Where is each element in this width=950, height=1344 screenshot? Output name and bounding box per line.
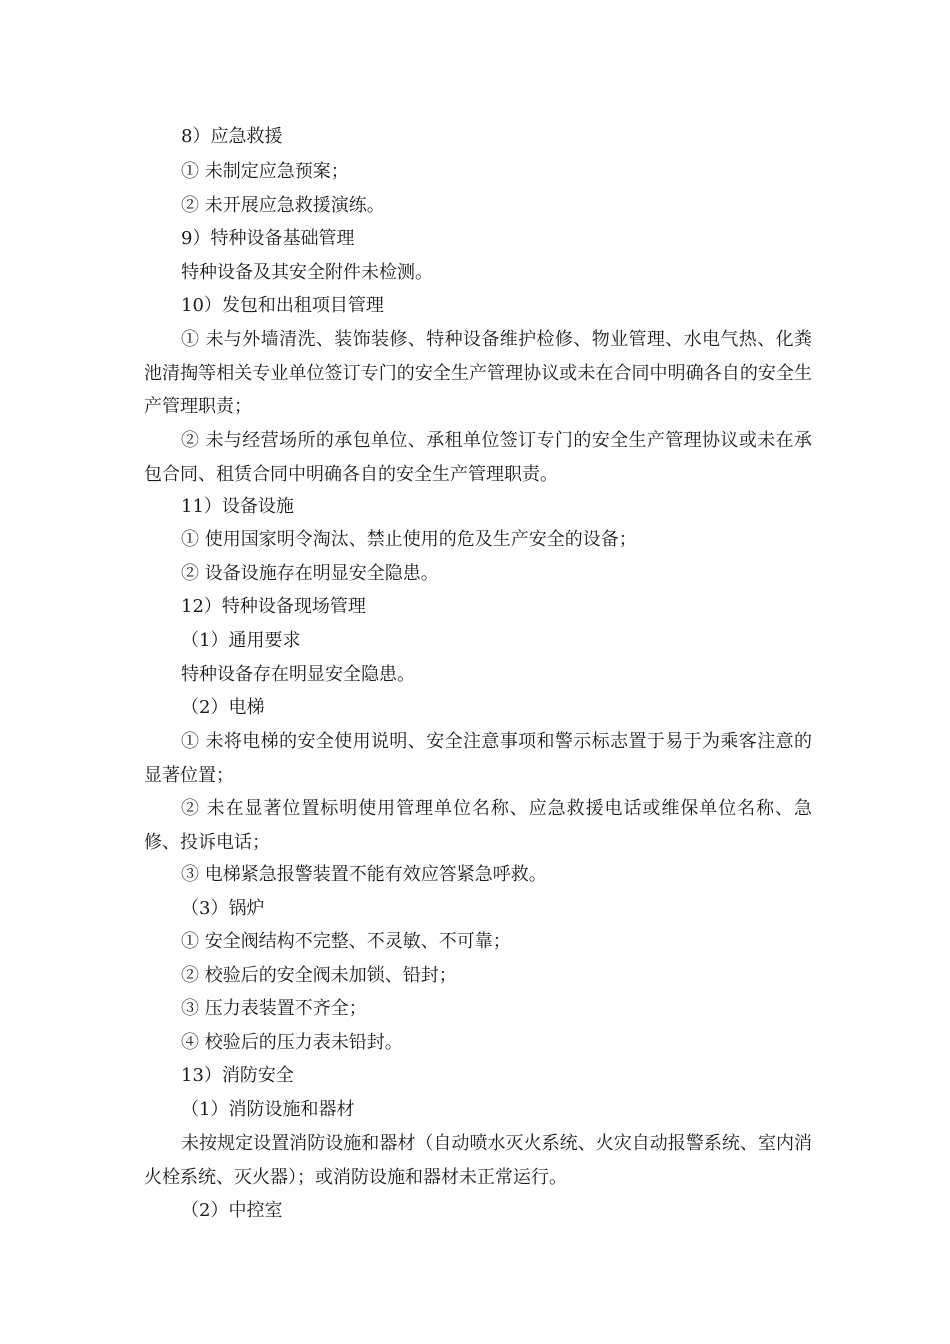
section-heading-13: 13）消防安全 [181, 1065, 294, 1086]
subsection-heading: （3）锅炉 [181, 898, 265, 919]
list-item: ③ 电梯紧急报警装置不能有效应答紧急呼救。 [181, 864, 547, 885]
section-heading-9: 9）特种设备基础管理 [181, 228, 355, 249]
section-heading-8: 8）应急救援 [181, 126, 283, 147]
list-item: ② 未在显著位置标明使用管理单位名称、应急救援电话或维保单位名称、急修、投诉电话； [144, 798, 812, 853]
list-item: ② 校验后的安全阀未加锁、铅封； [181, 965, 457, 986]
subsection-heading: （2）电梯 [181, 697, 265, 718]
subsection-heading: （2）中控室 [181, 1200, 283, 1221]
subsection-heading: （1）消防设施和器材 [181, 1099, 355, 1120]
list-item: ③ 压力表装置不齐全； [181, 998, 367, 1019]
section-heading-10: 10）发包和出租项目管理 [181, 295, 384, 316]
subsection-heading: （1）通用要求 [181, 630, 301, 651]
body-paragraph: 特种设备及其安全附件未检测。 [181, 262, 433, 283]
list-item: ② 未与经营场所的承包单位、承租单位签订专门的安全生产管理协议或未在承包合同、租赁合同中明确各自的安全生产管理职责。 [144, 430, 812, 485]
body-paragraph: 特种设备存在明显安全隐患。 [181, 664, 415, 685]
list-item: ② 设备设施存在明显安全隐患。 [181, 563, 439, 584]
list-item: ① 未与外墙清洗、装饰装修、特种设备维护检修、物业管理、水电气热、化粪池清掏等相关专业单位签订专门的安全生产管理协议或未在合同中明确各自的安全生产管理职责； [144, 329, 812, 417]
list-item: ① 未制定应急预案； [181, 161, 349, 182]
section-heading-12: 12）特种设备现场管理 [181, 596, 366, 617]
section-heading-11: 11）设备设施 [181, 496, 294, 517]
list-item: ① 安全阀结构不完整、不灵敏、不可靠； [181, 931, 511, 952]
list-item: ① 未将电梯的安全使用说明、安全注意事项和警示标志置于易于为乘客注意的显著位置； [144, 731, 812, 786]
list-item: ④ 校验后的压力表未铅封。 [181, 1032, 403, 1053]
list-item: ① 使用国家明令淘汰、禁止使用的危及生产安全的设备； [181, 529, 637, 550]
list-item: ② 未开展应急救援演练。 [181, 195, 385, 216]
body-paragraph: 未按规定设置消防设施和器材（自动喷水灭火系统、火灾自动报警系统、室内消火栓系统、灭火器）；或消防设施和器材未正常运行。 [144, 1133, 812, 1188]
